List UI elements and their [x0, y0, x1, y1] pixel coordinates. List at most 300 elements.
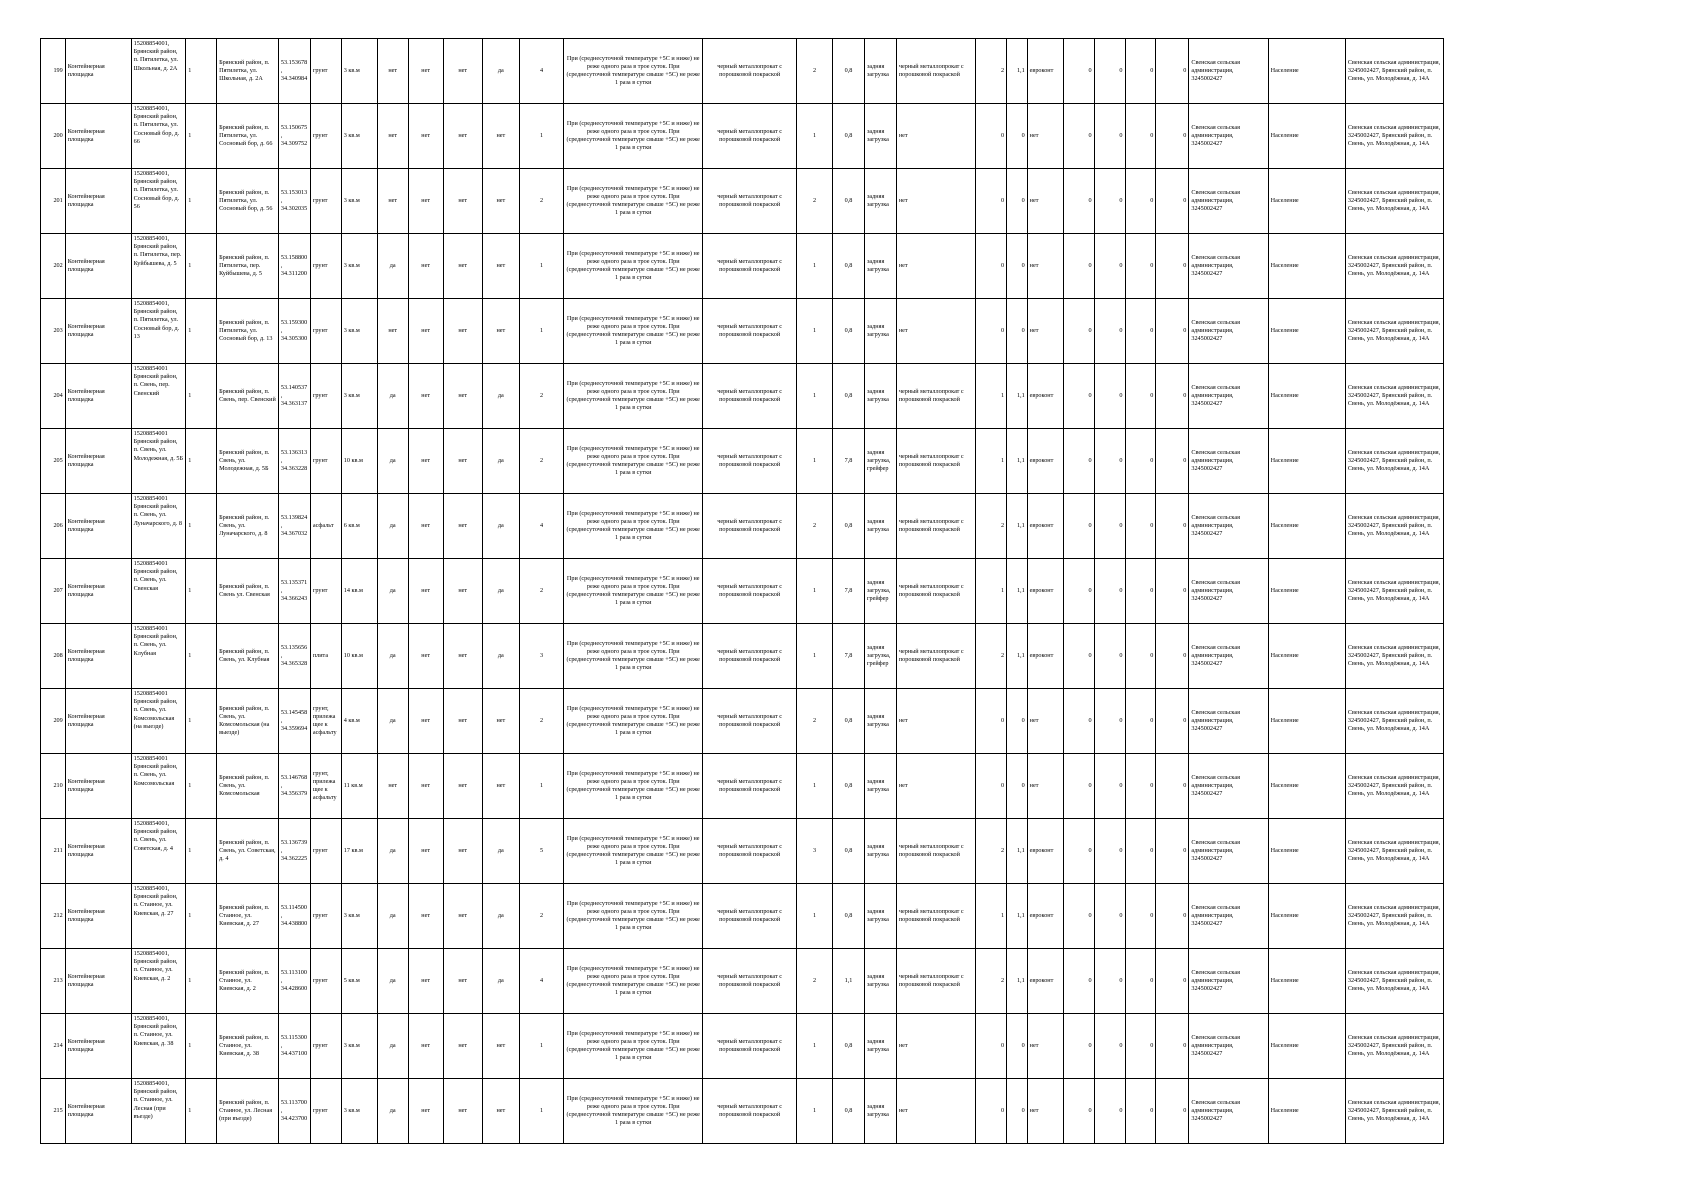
table-row	[41, 169, 1444, 234]
value-4-cell: 0	[1156, 494, 1189, 559]
fence-cell: да	[377, 494, 408, 559]
value-3-cell: 0	[1125, 559, 1156, 624]
bulky-waste-cell: да	[482, 364, 519, 429]
coordinates-cell: 53.153013, 34.302035	[278, 169, 310, 234]
value-1-cell: 0	[1063, 234, 1094, 299]
okato-address-cell: 15208854001 Брянский район, п. Свень, ул. Клубная	[131, 624, 186, 689]
surface-cell: грунт	[310, 949, 341, 1014]
separate-collection-cell: нет	[443, 494, 482, 559]
bunker-material-cell: черный металлопрокат с порошковой покраской	[896, 559, 975, 624]
container-material-cell: черный металлопрокат с порошковой покраской	[703, 234, 797, 299]
separate-collection-cell: нет	[443, 689, 482, 754]
coordinates-cell: 53.150675, 34.309752	[278, 104, 310, 169]
canopy-cell: нет	[408, 624, 443, 689]
schedule-cell: При (среднесуточной температуре +5С и ниже) не реже одного раза в трое суток. При (среднесуточной температуре свыше +5С) не реже 1 раза в сутки	[564, 494, 703, 559]
value-2-cell: 0	[1094, 819, 1125, 884]
bunker-type-cell: евроконт	[1027, 364, 1063, 429]
container-material-cell: черный металлопрокат с порошковой покраской	[703, 104, 797, 169]
loading-type-cell: задняя загрузка	[864, 689, 896, 754]
loading-type-cell: задняя загрузка, грейфер	[864, 429, 896, 494]
value-1-cell: 0	[1063, 169, 1094, 234]
separate-collection-cell: нет	[443, 1079, 482, 1144]
schedule-cell: При (среднесуточной температуре +5С и ниже) не реже одного раза в трое суток. При (среднесуточной температуре свыше +5С) не реже 1 раза в сутки	[564, 624, 703, 689]
table-row	[41, 624, 1444, 689]
schedule-cell: При (среднесуточной температуре +5С и ниже) не реже одного раза в трое суток. При (среднесуточной температуре свыше +5С) не реже 1 раза в сутки	[564, 169, 703, 234]
fence-cell: да	[377, 364, 408, 429]
address-cell: Брянский район, п. Пятилетка, ул. Сосновый бор, д. 66	[217, 104, 279, 169]
container-total-cell: 2	[519, 429, 563, 494]
bunker-type-cell: евроконт	[1027, 884, 1063, 949]
canopy-cell: нет	[408, 299, 443, 364]
waste-source-cell: Население	[1268, 1014, 1345, 1079]
row-number-cell: 201	[41, 169, 66, 234]
container-volume-cell: 1,1	[833, 949, 865, 1014]
owner-cell: Свенская сельская администрация, 3245002427	[1189, 299, 1268, 364]
container-total-cell: 2	[519, 559, 563, 624]
bunker-type-cell: евроконт	[1027, 949, 1063, 1014]
schedule-cell: При (среднесуточной температуре +5С и ниже) не реже одного раза в трое суток. При (среднесуточной температуре свыше +5С) не реже 1 раза в сутки	[564, 949, 703, 1014]
bunker-count-cell: 2	[976, 494, 1007, 559]
site-type-cell: Контейнерная площадка	[65, 169, 131, 234]
coordinates-cell: 53.139824, 34.367032	[278, 494, 310, 559]
owner-cell: Свенская сельская администрация, 3245002427	[1189, 494, 1268, 559]
container-volume-cell: 0,8	[833, 754, 865, 819]
bunker-material-cell: нет	[896, 754, 975, 819]
bunker-type-cell: нет	[1027, 169, 1063, 234]
okato-address-cell: 15208854001, Брянский район, п. Стаиное, ул. Лесная (при въезде)	[131, 1079, 186, 1144]
bunker-material-cell: нет	[896, 299, 975, 364]
area-cell: 11 кв.м	[341, 754, 377, 819]
bunker-type-cell: нет	[1027, 1079, 1063, 1144]
separate-collection-cell: нет	[443, 559, 482, 624]
container-total-cell: 5	[519, 819, 563, 884]
waste-source-cell: Население	[1268, 624, 1345, 689]
loading-type-cell: задняя загрузка, грейфер	[864, 559, 896, 624]
site-count-cell: 1	[186, 169, 217, 234]
value-3-cell: 0	[1125, 234, 1156, 299]
loading-type-cell: задняя загрузка	[864, 819, 896, 884]
bunker-count-cell: 1	[976, 364, 1007, 429]
bunker-volume-cell: 1,1	[1007, 39, 1028, 104]
value-4-cell: 0	[1156, 559, 1189, 624]
container-volume-cell: 0,8	[833, 819, 865, 884]
okato-address-cell: 15208854001, Брянский район, п. Пятилетка, пер. Куйбышева, д. 5	[131, 234, 186, 299]
container-volume-cell: 0,8	[833, 689, 865, 754]
bunker-material-cell: черный металлопрокат с порошковой покраской	[896, 884, 975, 949]
owner-cell: Свенская сельская администрация, 3245002427	[1189, 234, 1268, 299]
bunker-material-cell: черный металлопрокат с порошковой покраской	[896, 949, 975, 1014]
area-cell: 5 кв.м	[341, 949, 377, 1014]
schedule-cell: При (среднесуточной температуре +5С и ниже) не реже одного раза в трое суток. При (среднесуточной температуре свыше +5С) не реже 1 раза в сутки	[564, 39, 703, 104]
container-total-cell: 2	[519, 689, 563, 754]
table-row	[41, 299, 1444, 364]
surface-cell: грунт	[310, 364, 341, 429]
area-cell: 3 кв.м	[341, 299, 377, 364]
address-cell: Брянский район, п. Свень ул. Свенская	[217, 559, 279, 624]
canopy-cell: нет	[408, 429, 443, 494]
separate-collection-cell: нет	[443, 429, 482, 494]
waste-source-cell: Население	[1268, 299, 1345, 364]
area-cell: 10 кв.м	[341, 624, 377, 689]
bunker-material-cell: черный металлопрокат с порошковой покраской	[896, 364, 975, 429]
value-3-cell: 0	[1125, 299, 1156, 364]
container-material-cell: черный металлопрокат с порошковой покраской	[703, 884, 797, 949]
container-count-cell: 2	[796, 169, 832, 234]
table-row	[41, 429, 1444, 494]
bunker-volume-cell: 0	[1007, 1079, 1028, 1144]
surface-cell: грунт, прилежащее к асфальту	[310, 689, 341, 754]
bulky-waste-cell: да	[482, 884, 519, 949]
container-volume-cell: 0,8	[833, 884, 865, 949]
area-cell: 14 кв.м	[341, 559, 377, 624]
bunker-volume-cell: 0	[1007, 299, 1028, 364]
container-count-cell: 1	[796, 429, 832, 494]
container-volume-cell: 0,8	[833, 104, 865, 169]
coordinates-cell: 53.113700, 34.423700	[278, 1079, 310, 1144]
canopy-cell: нет	[408, 169, 443, 234]
container-count-cell: 1	[796, 1014, 832, 1079]
address-cell: Брянский район, п. Свень, ул. Клубная	[217, 624, 279, 689]
operator-cell: Свенская сельская администрация, 3245002427, Брянский район, п. Свень, ул. Молодёжная, д. 14А	[1345, 949, 1443, 1014]
bunker-count-cell: 1	[976, 884, 1007, 949]
table-row	[41, 949, 1444, 1014]
container-volume-cell: 0,8	[833, 169, 865, 234]
surface-cell: грунт	[310, 104, 341, 169]
bulky-waste-cell: нет	[482, 689, 519, 754]
table-row	[41, 494, 1444, 559]
separate-collection-cell: нет	[443, 364, 482, 429]
loading-type-cell: задняя загрузка	[864, 39, 896, 104]
separate-collection-cell: нет	[443, 754, 482, 819]
okato-address-cell: 15208854001 Брянский район, п. Свень, пер. Свенский	[131, 364, 186, 429]
loading-type-cell: задняя загрузка, грейфер	[864, 624, 896, 689]
bunker-type-cell: нет	[1027, 754, 1063, 819]
container-count-cell: 2	[796, 949, 832, 1014]
container-volume-cell: 7,8	[833, 559, 865, 624]
surface-cell: грунт	[310, 234, 341, 299]
container-volume-cell: 0,8	[833, 1014, 865, 1079]
owner-cell: Свенская сельская администрация, 3245002427	[1189, 429, 1268, 494]
row-number-cell: 210	[41, 754, 66, 819]
coordinates-cell: 53.145458, 34.359694	[278, 689, 310, 754]
bunker-count-cell: 0	[976, 689, 1007, 754]
value-2-cell: 0	[1094, 169, 1125, 234]
waste-source-cell: Население	[1268, 689, 1345, 754]
separate-collection-cell: нет	[443, 104, 482, 169]
value-1-cell: 0	[1063, 39, 1094, 104]
owner-cell: Свенская сельская администрация, 3245002427	[1189, 689, 1268, 754]
address-cell: Брянский район, п. Свень, ул. Молодежная, д. 5Б	[217, 429, 279, 494]
coordinates-cell: 53.136739, 34.362225	[278, 819, 310, 884]
surface-cell: грунт	[310, 429, 341, 494]
container-volume-cell: 0,8	[833, 494, 865, 559]
value-1-cell: 0	[1063, 884, 1094, 949]
bunker-volume-cell: 1,1	[1007, 884, 1028, 949]
value-2-cell: 0	[1094, 39, 1125, 104]
value-2-cell: 0	[1094, 884, 1125, 949]
waste-source-cell: Население	[1268, 429, 1345, 494]
container-material-cell: черный металлопрокат с порошковой покраской	[703, 689, 797, 754]
site-count-cell: 1	[186, 429, 217, 494]
area-cell: 3 кв.м	[341, 39, 377, 104]
value-3-cell: 0	[1125, 819, 1156, 884]
value-1-cell: 0	[1063, 754, 1094, 819]
loading-type-cell: задняя загрузка	[864, 949, 896, 1014]
site-type-cell: Контейнерная площадка	[65, 364, 131, 429]
canopy-cell: нет	[408, 559, 443, 624]
row-number-cell: 205	[41, 429, 66, 494]
bunker-count-cell: 0	[976, 1079, 1007, 1144]
fence-cell: да	[377, 1014, 408, 1079]
site-type-cell: Контейнерная площадка	[65, 299, 131, 364]
bunker-count-cell: 2	[976, 624, 1007, 689]
owner-cell: Свенская сельская администрация, 3245002427	[1189, 169, 1268, 234]
container-count-cell: 2	[796, 689, 832, 754]
value-1-cell: 0	[1063, 1079, 1094, 1144]
value-2-cell: 0	[1094, 1079, 1125, 1144]
value-2-cell: 0	[1094, 1014, 1125, 1079]
operator-cell: Свенская сельская администрация, 3245002427, Брянский район, п. Свень, ул. Молодёжная, д. 14А	[1345, 39, 1443, 104]
value-2-cell: 0	[1094, 624, 1125, 689]
site-type-cell: Контейнерная площадка	[65, 104, 131, 169]
table-row	[41, 819, 1444, 884]
surface-cell: грунт, прилежащее к асфальту	[310, 754, 341, 819]
owner-cell: Свенская сельская администрация, 3245002427	[1189, 754, 1268, 819]
coordinates-cell: 53.115300, 34.437100	[278, 1014, 310, 1079]
container-count-cell: 1	[796, 624, 832, 689]
site-count-cell: 1	[186, 819, 217, 884]
container-count-cell: 1	[796, 104, 832, 169]
owner-cell: Свенская сельская администрация, 3245002427	[1189, 1014, 1268, 1079]
bulky-waste-cell: да	[482, 559, 519, 624]
row-number-cell: 213	[41, 949, 66, 1014]
okato-address-cell: 15208854001 Брянский район, п. Свень, ул. Комсомольская (на выезде)	[131, 689, 186, 754]
value-1-cell: 0	[1063, 299, 1094, 364]
bulky-waste-cell: нет	[482, 1079, 519, 1144]
value-4-cell: 0	[1156, 819, 1189, 884]
container-total-cell: 2	[519, 884, 563, 949]
owner-cell: Свенская сельская администрация, 3245002427	[1189, 559, 1268, 624]
waste-source-cell: Население	[1268, 169, 1345, 234]
container-material-cell: черный металлопрокат с порошковой покраской	[703, 1079, 797, 1144]
value-4-cell: 0	[1156, 429, 1189, 494]
value-3-cell: 0	[1125, 624, 1156, 689]
bunker-count-cell: 2	[976, 819, 1007, 884]
value-1-cell: 0	[1063, 104, 1094, 169]
bunker-type-cell: нет	[1027, 1014, 1063, 1079]
container-material-cell: черный металлопрокат с порошковой покраской	[703, 429, 797, 494]
separate-collection-cell: нет	[443, 169, 482, 234]
row-number-cell: 199	[41, 39, 66, 104]
container-volume-cell: 7,8	[833, 429, 865, 494]
schedule-cell: При (среднесуточной температуре +5С и ниже) не реже одного раза в трое суток. При (среднесуточной температуре свыше +5С) не реже 1 раза в сутки	[564, 884, 703, 949]
value-4-cell: 0	[1156, 754, 1189, 819]
schedule-cell: При (среднесуточной температуре +5С и ниже) не реже одного раза в трое суток. При (среднесуточной температуре свыше +5С) не реже 1 раза в сутки	[564, 754, 703, 819]
table-row	[41, 1014, 1444, 1079]
address-cell: Брянский район, п. Стаиное, ул. Киевская, д. 27	[217, 884, 279, 949]
operator-cell: Свенская сельская администрация, 3245002427, Брянский район, п. Свень, ул. Молодёжная, д. 14А	[1345, 429, 1443, 494]
operator-cell: Свенская сельская администрация, 3245002427, Брянский район, п. Свень, ул. Молодёжная, д. 14А	[1345, 1014, 1443, 1079]
site-count-cell: 1	[186, 949, 217, 1014]
owner-cell: Свенская сельская администрация, 3245002427	[1189, 104, 1268, 169]
fence-cell: да	[377, 884, 408, 949]
value-2-cell: 0	[1094, 559, 1125, 624]
table-row	[41, 689, 1444, 754]
canopy-cell: нет	[408, 949, 443, 1014]
operator-cell: Свенская сельская администрация, 3245002427, Брянский район, п. Свень, ул. Молодёжная, д. 14А	[1345, 884, 1443, 949]
waste-source-cell: Население	[1268, 559, 1345, 624]
schedule-cell: При (среднесуточной температуре +5С и ниже) не реже одного раза в трое суток. При (среднесуточной температуре свыше +5С) не реже 1 раза в сутки	[564, 234, 703, 299]
value-2-cell: 0	[1094, 949, 1125, 1014]
okato-address-cell: 15208854001, Брянский район, п. Стаиное, ул. Киевская, д. 2	[131, 949, 186, 1014]
bunker-material-cell: черный металлопрокат с порошковой покраской	[896, 494, 975, 559]
area-cell: 3 кв.м	[341, 1014, 377, 1079]
row-number-cell: 211	[41, 819, 66, 884]
site-type-cell: Контейнерная площадка	[65, 494, 131, 559]
owner-cell: Свенская сельская администрация, 3245002427	[1189, 364, 1268, 429]
bunker-volume-cell: 0	[1007, 754, 1028, 819]
canopy-cell: нет	[408, 884, 443, 949]
site-count-cell: 1	[186, 104, 217, 169]
bulky-waste-cell: нет	[482, 754, 519, 819]
bunker-type-cell: евроконт	[1027, 429, 1063, 494]
loading-type-cell: задняя загрузка	[864, 884, 896, 949]
value-1-cell: 0	[1063, 689, 1094, 754]
container-material-cell: черный металлопрокат с порошковой покраской	[703, 169, 797, 234]
value-4-cell: 0	[1156, 364, 1189, 429]
loading-type-cell: задняя загрузка	[864, 754, 896, 819]
value-4-cell: 0	[1156, 949, 1189, 1014]
okato-address-cell: 15208854001, Брянский район, п. Свень, ул. Советская, д. 4	[131, 819, 186, 884]
bunker-volume-cell: 0	[1007, 234, 1028, 299]
value-4-cell: 0	[1156, 104, 1189, 169]
value-1-cell: 0	[1063, 949, 1094, 1014]
area-cell: 3 кв.м	[341, 364, 377, 429]
bunker-material-cell: нет	[896, 1079, 975, 1144]
area-cell: 6 кв.м	[341, 494, 377, 559]
address-cell: Брянский район, п. Пятилетка, ул. Сосновый бор, д. 56	[217, 169, 279, 234]
canopy-cell: нет	[408, 39, 443, 104]
bulky-waste-cell: да	[482, 624, 519, 689]
canopy-cell: нет	[408, 104, 443, 169]
canopy-cell: нет	[408, 754, 443, 819]
bunker-type-cell: евроконт	[1027, 39, 1063, 104]
container-volume-cell: 0,8	[833, 364, 865, 429]
operator-cell: Свенская сельская администрация, 3245002427, Брянский район, п. Свень, ул. Молодёжная, д. 14А	[1345, 364, 1443, 429]
okato-address-cell: 15208854001, Брянский район, п. Пятилетка, ул. Сосновый бор, д. 56	[131, 169, 186, 234]
bunker-material-cell: нет	[896, 689, 975, 754]
schedule-cell: При (среднесуточной температуре +5С и ниже) не реже одного раза в трое суток. При (среднесуточной температуре свыше +5С) не реже 1 раза в сутки	[564, 559, 703, 624]
coordinates-cell: 53.135371, 34.366243	[278, 559, 310, 624]
container-material-cell: черный металлопрокат с порошковой покраской	[703, 299, 797, 364]
value-1-cell: 0	[1063, 1014, 1094, 1079]
site-count-cell: 1	[186, 559, 217, 624]
container-total-cell: 1	[519, 104, 563, 169]
bunker-volume-cell: 1,1	[1007, 624, 1028, 689]
bunker-volume-cell: 0	[1007, 1014, 1028, 1079]
site-type-cell: Контейнерная площадка	[65, 884, 131, 949]
container-total-cell: 1	[519, 234, 563, 299]
area-cell: 3 кв.м	[341, 234, 377, 299]
row-number-cell: 209	[41, 689, 66, 754]
loading-type-cell: задняя загрузка	[864, 494, 896, 559]
value-4-cell: 0	[1156, 39, 1189, 104]
row-number-cell: 214	[41, 1014, 66, 1079]
value-2-cell: 0	[1094, 754, 1125, 819]
owner-cell: Свенская сельская администрация, 3245002427	[1189, 1079, 1268, 1144]
fence-cell: да	[377, 559, 408, 624]
bunker-type-cell: нет	[1027, 234, 1063, 299]
schedule-cell: При (среднесуточной температуре +5С и ниже) не реже одного раза в трое суток. При (среднесуточной температуре свыше +5С) не реже 1 раза в сутки	[564, 429, 703, 494]
coordinates-cell: 53.146768, 34.356379	[278, 754, 310, 819]
operator-cell: Свенская сельская администрация, 3245002427, Брянский район, п. Свень, ул. Молодёжная, д. 14А	[1345, 624, 1443, 689]
table-row	[41, 104, 1444, 169]
value-3-cell: 0	[1125, 364, 1156, 429]
bunker-material-cell: черный металлопрокат с порошковой покраской	[896, 624, 975, 689]
separate-collection-cell: нет	[443, 299, 482, 364]
schedule-cell: При (среднесуточной температуре +5С и ниже) не реже одного раза в трое суток. При (среднесуточной температуре свыше +5С) не реже 1 раза в сутки	[564, 819, 703, 884]
container-count-cell: 1	[796, 754, 832, 819]
surface-cell: грунт	[310, 1014, 341, 1079]
fence-cell: да	[377, 429, 408, 494]
okato-address-cell: 15208854001 Брянский район, п. Свень, ул. Молодежная, д. 5Б	[131, 429, 186, 494]
waste-source-cell: Население	[1268, 494, 1345, 559]
fence-cell: да	[377, 1079, 408, 1144]
surface-cell: грунт	[310, 39, 341, 104]
bunker-count-cell: 2	[976, 39, 1007, 104]
separate-collection-cell: нет	[443, 234, 482, 299]
container-total-cell: 4	[519, 949, 563, 1014]
surface-cell: грунт	[310, 1079, 341, 1144]
operator-cell: Свенская сельская администрация, 3245002427, Брянский район, п. Свень, ул. Молодёжная, д. 14А	[1345, 494, 1443, 559]
container-count-cell: 1	[796, 884, 832, 949]
bunker-count-cell: 0	[976, 754, 1007, 819]
value-4-cell: 0	[1156, 884, 1189, 949]
operator-cell: Свенская сельская администрация, 3245002427, Брянский район, п. Свень, ул. Молодёжная, д. 14А	[1345, 169, 1443, 234]
value-2-cell: 0	[1094, 689, 1125, 754]
table-row	[41, 234, 1444, 299]
table-row	[41, 559, 1444, 624]
site-count-cell: 1	[186, 1014, 217, 1079]
value-1-cell: 0	[1063, 429, 1094, 494]
table-row	[41, 1079, 1444, 1144]
waste-source-cell: Население	[1268, 234, 1345, 299]
fence-cell: нет	[377, 104, 408, 169]
container-material-cell: черный металлопрокат с порошковой покраской	[703, 949, 797, 1014]
address-cell: Брянский район, п. Свень, ул. Комсомольская (на выезде)	[217, 689, 279, 754]
separate-collection-cell: нет	[443, 1014, 482, 1079]
row-number-cell: 204	[41, 364, 66, 429]
waste-source-cell: Население	[1268, 104, 1345, 169]
value-3-cell: 0	[1125, 1014, 1156, 1079]
bunker-count-cell: 2	[976, 949, 1007, 1014]
bulky-waste-cell: да	[482, 949, 519, 1014]
address-cell: Брянский район, п. Стаиное, ул. Киевская, д. 2	[217, 949, 279, 1014]
site-type-cell: Контейнерная площадка	[65, 819, 131, 884]
container-volume-cell: 0,8	[833, 39, 865, 104]
okato-address-cell: 15208854001, Брянский район, п. Пятилетка, ул. Сосновый бор, д. 13	[131, 299, 186, 364]
container-total-cell: 2	[519, 169, 563, 234]
separate-collection-cell: нет	[443, 819, 482, 884]
bunker-volume-cell: 1,1	[1007, 949, 1028, 1014]
container-total-cell: 2	[519, 364, 563, 429]
address-cell: Брянский район, п. Стаиное, ул. Лесная (при въезде)	[217, 1079, 279, 1144]
bunker-volume-cell: 1,1	[1007, 559, 1028, 624]
surface-cell: асфальт	[310, 494, 341, 559]
value-1-cell: 0	[1063, 364, 1094, 429]
bunker-volume-cell: 1,1	[1007, 429, 1028, 494]
table-row	[41, 39, 1444, 104]
